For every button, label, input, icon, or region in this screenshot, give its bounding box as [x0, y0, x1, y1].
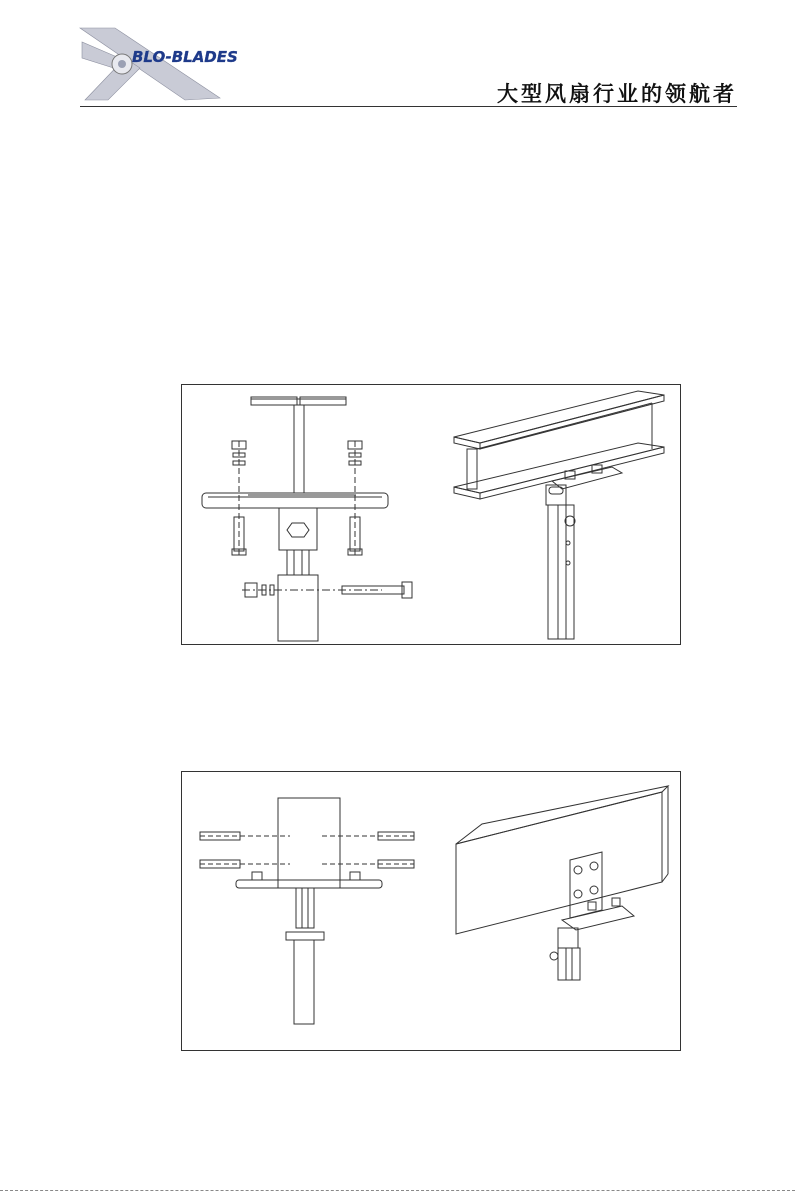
page-bottom-border: [0, 1190, 795, 1191]
i-beam-mount-drawing: [182, 385, 680, 644]
company-logo: [80, 28, 238, 100]
i-beam-mount-figure: [181, 384, 681, 645]
header-divider: [80, 106, 737, 107]
page-header: [0, 0, 795, 110]
company-tagline: 大型风扇行业的领航者: [497, 82, 737, 106]
box-beam-mount-figure: [181, 771, 681, 1051]
logo-wordmark: BLO-BLADES: [132, 48, 238, 66]
box-beam-mount-drawing: [182, 772, 680, 1050]
